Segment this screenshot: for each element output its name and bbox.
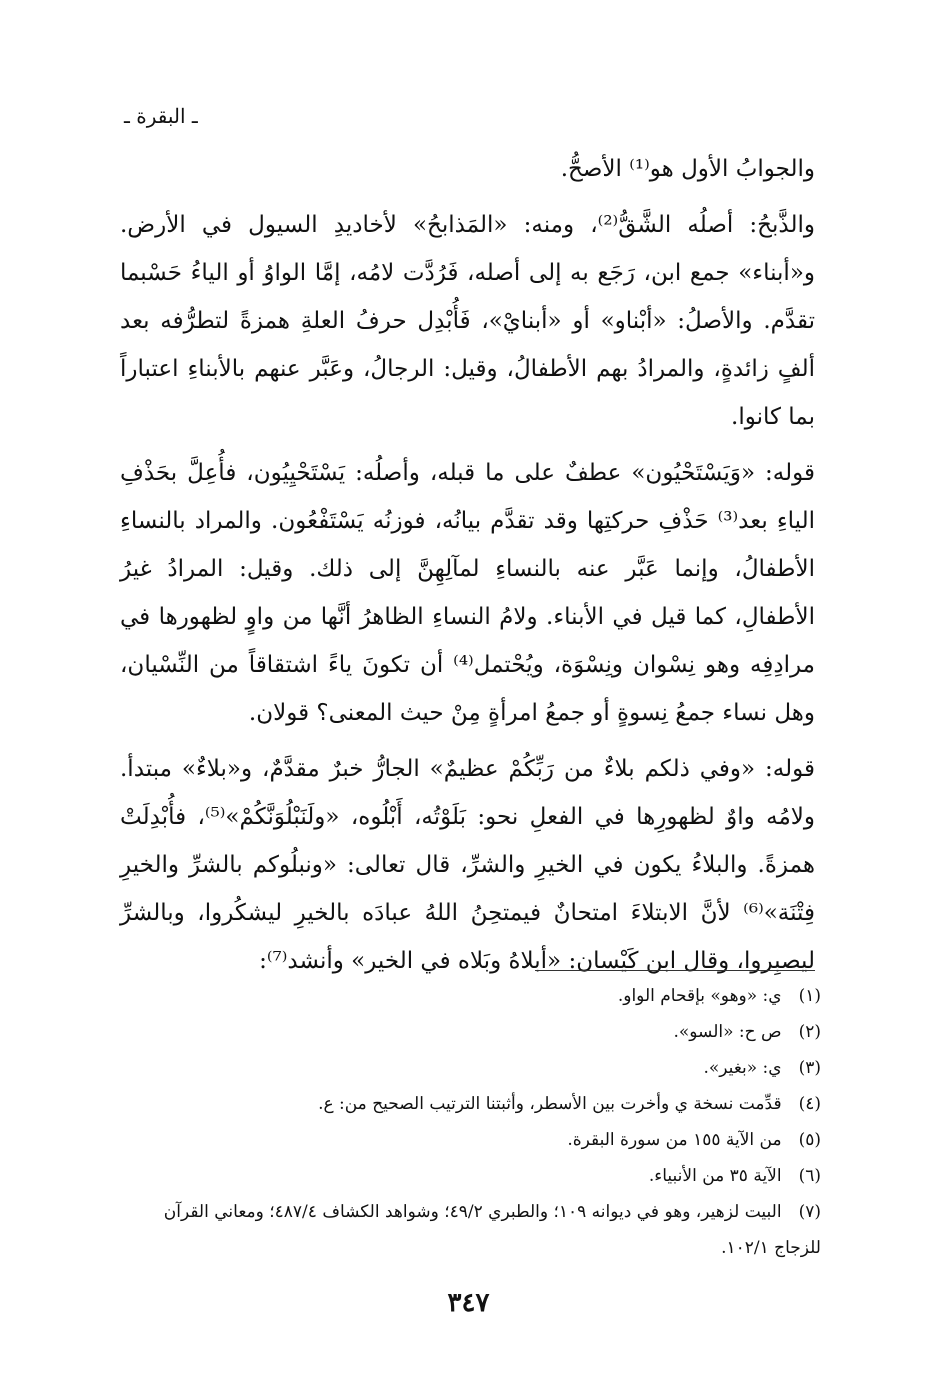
paragraph: والجوابُ الأول هو⁽¹⁾ الأصحُّ.	[560, 156, 815, 182]
paragraph: قوله: «وَيَسْتَحْيُون» عطفٌ على ما قبله، وأصلُه: يَسْتَحْيِيُون، فأُعِلَّ بحَذْفِ الياءِ بعد⁽³⁾ حَذْفِ حركتِها وقد تقدَّم بيانُه، فوزنُه يَسْتَفْعُون. والمراد بالنساءِ الأطفالُ، وإنما عَبَّر عنه بالنساءِ لمآلِهِنَّ إلى ذلك. وقيل: المرادُ غيرُ الأطفالِ، كما قيل في الأبناء. ولامُ النساءِ الظاهرُ أنَّها من واوٍ لظهورها في مرادِفِه وهو نِسْوان ونِسْوَة، ويُحْتمل⁽⁴⁾ أن تكونَ ياءً اشتقاقاً من النِّسْيان، وهل نساء جمعُ نِسوةٍ أو جمعُ امرأةٍ مِنْ حيث المعنى؟ قولان.	[120, 460, 815, 726]
footnote-divider	[535, 970, 815, 971]
footnote-number: (١)	[798, 986, 821, 1006]
footnote-text: قدِّمت نسخة ي وأخرت بين الأسطر، وأثبتنا الترتيب الصحيح من: ع.	[318, 1094, 782, 1114]
footnote	[120, 978, 821, 1014]
footnote-number: (٣)	[798, 1058, 821, 1078]
paragraph: قوله: «وفي ذلكم بلاءٌ من رَبِّكُمْ عظيمٌ» الجارُّ خبرٌ مقدَّمٌ، و«بلاءٌ» مبتدأ. ولامُه واوٌ لظهورِها في الفعلِ نحو: بَلَوْتُه، أَبْلُوه، «ولَنَبْلُوَنَّكُمْ»⁽⁵⁾، فأُبْدِلَتْ همزةً. والبلاءُ يكون في الخيرِ والشرِّ، قال تعالى: «ونبلُوكم بالشرِّ والخيرِ فِتْنَة»⁽⁶⁾ لأنَّ الابتلاءَ امتحانٌ فيمتحِنُ اللهُ عبادَه بالخيرِ ليشكُروا، وبالشرِّ ليصبِروا، وقال ابن كَيْسان: «أبلاهُ وبَلاه في الخير» وأنشد⁽⁷⁾:	[120, 756, 816, 974]
footnote	[120, 1050, 821, 1086]
footnote	[120, 1122, 821, 1158]
footnotes	[120, 978, 821, 1266]
page-number: ٣٤٧	[447, 1288, 490, 1318]
footnote	[120, 1158, 821, 1194]
footnote	[120, 1086, 821, 1122]
footnote-text: ي: «بغير».	[703, 1058, 782, 1078]
footnote-number: (٤)	[798, 1094, 821, 1114]
footnote-text: ص ح: «السو».	[673, 1022, 782, 1042]
footnote-text: الآية ٣٥ من الأنبياء.	[648, 1166, 782, 1186]
paragraph: والذَّبحُ: أصلُه الشَّقُّ⁽²⁾، ومنه: «المَذابحُ» لأخاديدِ السيول في الأرض. و«أبناء» جمع ابن، رَجَع به إلى أصله، فَرُدَّت لامُه، إمَّا الواوُ أو الياءُ حَسْبما تقدَّم. والأصلُ: «أبْناو» أو «أبنايْ»، فَأُبْدِل حرفُ العلةِ همزةً لتطرُّفه بعد ألفٍ زائدةٍ، والمرادُ بهم الأطفالُ، وقيل: الرجالُ، وعَبَّر عنهم بالأبناءِ اعتباراً بما كانوا.	[120, 212, 816, 430]
footnote	[120, 1014, 821, 1050]
footnote-number: (٢)	[798, 1022, 821, 1042]
running-header: ـ البقرة ـ	[124, 104, 198, 128]
footnote-number: (٥)	[798, 1130, 821, 1150]
main-text	[120, 145, 815, 993]
footnote-text: من الآية ١٥٥ من سورة البقرة.	[567, 1130, 782, 1150]
footnote	[120, 1194, 821, 1266]
footnote-text: ي: «وهو» بإقحام الواو.	[617, 986, 782, 1006]
footnote-number: (٦)	[798, 1166, 821, 1186]
footnote-number: (٧)	[798, 1202, 821, 1222]
footnote-text: البيت لزهير، وهو في ديوانه ١٠٩؛ والطبري ٤٩/٢؛ وشواهد الكشاف ٤٨٧/٤؛ ومعاني القرآن للزجاج ١٠٢/١.	[163, 1202, 821, 1258]
